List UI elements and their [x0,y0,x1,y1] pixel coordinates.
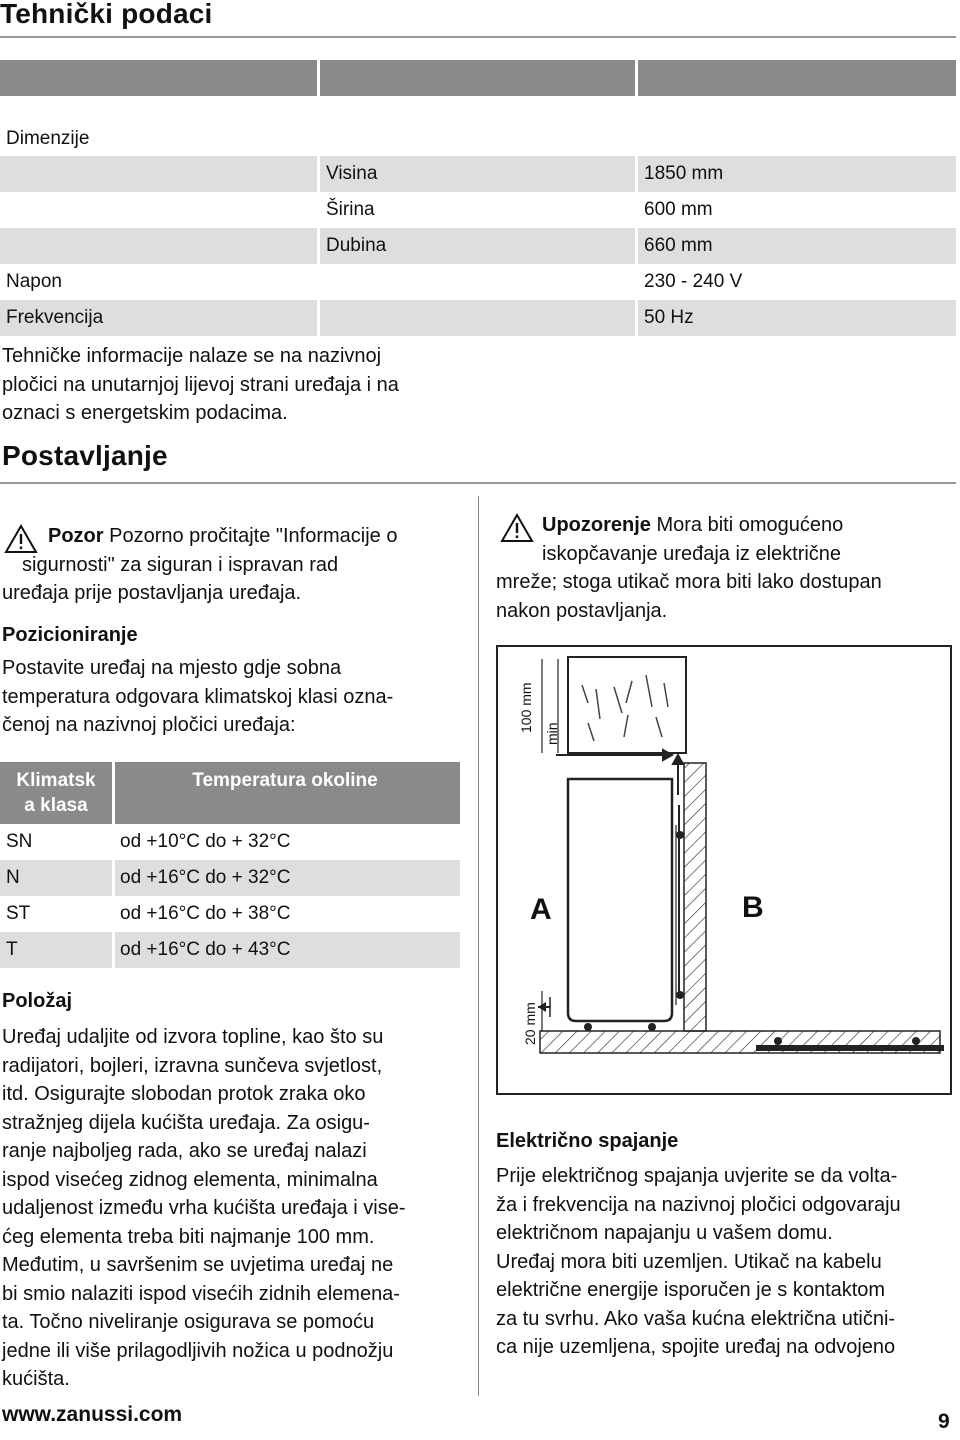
table-row [0,896,460,932]
table-cell: 50 Hz [644,307,694,328]
text-line: temperatura odgovara klimatskoj klasi ozna- [2,685,394,708]
page-number: 9 [938,1410,950,1433]
text-line: čenoj na nazivnoj pločici uređaja: [2,714,296,736]
positioning-text [2,654,472,740]
table-row [0,192,956,228]
section-title-electrical: Električno spajanje [496,1130,679,1152]
text-line: sigurnosti" za siguran i ispravan rad [22,553,339,576]
text-line: nakon postavljanja. [496,599,668,622]
text-line: kućišta. [2,1368,70,1390]
table-cell: od +10°C do + 32°C [120,831,291,852]
section-title-technical: Tehnički podaci [0,0,213,29]
text-line: Tehničke informacije nalaze se na nazivnoj [2,345,382,367]
diagram-label-b: B [742,891,764,924]
technical-data-table [0,60,956,336]
text-line: Prije električnog spajanja uvjerite se da volta- [496,1165,898,1187]
table-row [0,824,460,860]
text-line: oznaci s energetskim podacima. [2,402,288,424]
section-title-positioning: Pozicioniranje [2,624,138,646]
dimension-label-top: 100 mm [518,682,534,733]
text-line: udaljenost između vrha kućišta uređaja i vise- [2,1197,406,1219]
table-cell: 1850 mm [644,163,724,184]
text-line: uređaja prije postavljanja uređaja. [2,582,302,604]
text-line: za tu svrhu. Ako vaša kućna električna utični- [496,1307,896,1330]
column-header: Klimatsk a klasa [16,770,96,816]
text-line: ćeg elementa treba biti najmanje 100 mm. [2,1225,375,1248]
divider [0,36,956,38]
diagram-drawing [496,645,952,1095]
text-line: stražnjeg dijela kućišta uređaja. Za osigu- [2,1111,370,1134]
table-cell: Dubina [326,235,387,256]
table-row [0,156,956,192]
electrical-text [496,1162,958,1362]
table-cell: Napon [6,271,62,292]
climate-class-table [0,762,460,968]
table-cell: 600 mm [644,199,713,220]
table-row [0,932,460,968]
caution-label: Pozor [48,525,104,547]
text-line: ca nije uzemljena, spojite uređaj na odvojeno [496,1336,896,1358]
divider [0,482,956,484]
dimension-label-min: min [544,722,560,745]
text-line: ta. Točno niveliranje osigurava se pomoću [2,1311,375,1333]
text-line: električne energije isporučen je s kontaktom [496,1279,886,1301]
warning-notice [496,511,958,625]
text-line: Uređaj mora biti uzemljen. Utikač na kabelu [496,1250,882,1273]
text-line: električnom napajanju u vašem domu. [496,1222,833,1244]
warning-label: Upozorenje [542,514,651,536]
table-cell: Visina [326,163,378,184]
column-divider [478,496,479,1396]
table-row [0,228,956,264]
text-line: jedne ili više prilagodljivih nožica u podnožju [2,1339,394,1362]
table-cell: ST [6,903,31,924]
text-line: pločici na unutarnjoj lijevoj strani uređaja i na [2,373,399,396]
text-line: bi smio nalaziti ispod visećih zidnih elemena- [2,1282,400,1305]
table-header-row [0,762,460,824]
table-row [0,96,956,156]
text-line: Postavite uređaj na mjesto gdje sobna [2,657,342,679]
technical-note [2,342,472,428]
dimension-label-bottom: 20 mm [522,1002,538,1045]
table-row [0,860,460,896]
caution-notice [2,522,472,608]
diagram-label-a: A [530,893,552,926]
text-line: ža i frekvencija na nazivnoj pločici odgovaraju [496,1193,901,1216]
table-cell: SN [6,831,33,852]
section-title-installation: Postavljanje [2,440,168,471]
table-cell: N [6,867,20,888]
table-row [0,300,956,336]
table-cell: Frekvencija [6,307,104,328]
column-header: Temperatura okoline [192,770,378,791]
table-cell: 230 - 240 V [644,271,743,292]
text-line: Mora biti omogućeno [656,514,844,536]
text-line: ispod visećeg zidnog elementa, minimalna [2,1168,378,1191]
text-line: radijatori, bojleri, izravna sunčeva svjetlost, [2,1054,383,1077]
text-line: Međutim, u savršenim se uvjetima uređaj ne [2,1254,394,1276]
table-cell: T [6,939,18,960]
table-cell: od +16°C do + 38°C [120,903,291,924]
table-cell: od +16°C do + 43°C [120,939,291,960]
text-line: iskopčavanje uređaja iz električne [542,542,842,565]
table-cell: od +16°C do + 32°C [120,867,291,888]
text-line: ranje najboljeg rada, ako se uređaj nalazi [2,1140,367,1162]
table-cell: Širina [326,199,375,220]
text-line: itd. Osigurajte slobodan protok zraka oko [2,1083,366,1105]
location-text [2,1023,472,1394]
text-line: mreže; stoga utikač mora biti lako dostupan [496,571,882,593]
table-header-row [0,60,956,96]
text-line: Pozorno pročitajte "Informacije o [109,525,398,547]
installation-diagram [496,645,952,1095]
text-line: Uređaj udaljite od izvora topline, kao što su [2,1026,384,1048]
table-cell: 660 mm [644,235,713,256]
section-title-location: Položaj [2,990,73,1012]
table-cell: Dimenzije [6,128,90,149]
table-row [0,264,956,300]
footer-website[interactable]: www.zanussi.com [2,1403,183,1426]
